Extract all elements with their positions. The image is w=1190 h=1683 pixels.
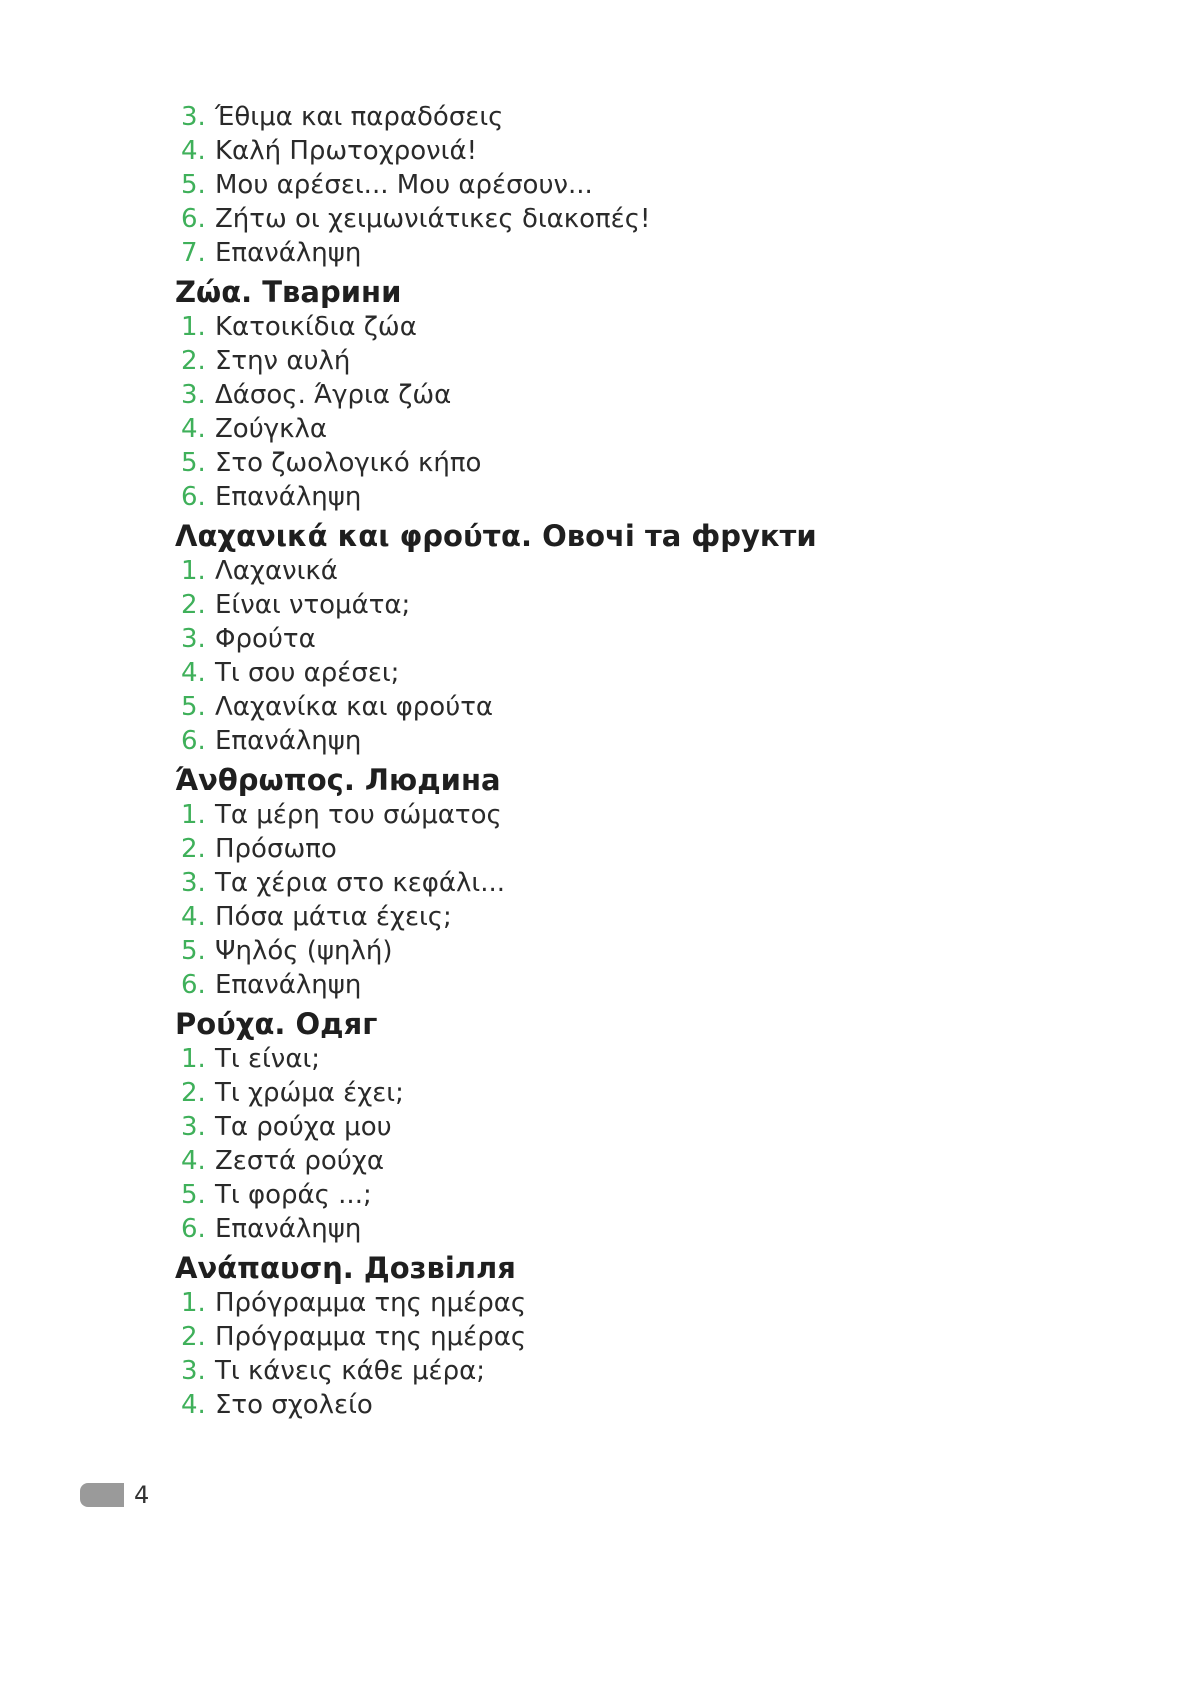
- toc-item-label: Λαχανικά: [215, 556, 338, 586]
- toc-item: [175, 866, 1075, 900]
- section-title: Ανάπαυση. Дозвілля: [175, 1251, 516, 1285]
- toc-item-number: 4.: [181, 658, 206, 688]
- toc-item: [175, 622, 1075, 656]
- toc-item-label: Μου αρέσει... Μου αρέσουν...: [215, 170, 593, 200]
- section-title: Λαχανικά και φρούτα. Овочі та фрукти: [175, 519, 817, 553]
- toc-item-number: 6.: [181, 204, 206, 234]
- toc-item-number: 3.: [181, 624, 206, 654]
- toc-item: [175, 344, 1075, 378]
- toc-item-label: Πρόγραμμα της ημέρας: [215, 1322, 527, 1352]
- toc-item-number: 5.: [181, 692, 206, 722]
- toc-item-label: Ζεστά ρούχα: [215, 1146, 385, 1176]
- toc-item-label: Τι φοράς ...;: [215, 1180, 372, 1210]
- toc-item-number: 1.: [181, 556, 206, 586]
- toc-item-number: 2.: [181, 834, 206, 864]
- toc-item: [175, 1354, 1075, 1388]
- toc-item-label: Πόσα μάτια έχεις;: [215, 902, 452, 932]
- toc-item-number: 1.: [181, 800, 206, 830]
- toc-section: [175, 762, 1075, 1002]
- toc-item-number: 1.: [181, 1044, 206, 1074]
- page-number: 4: [134, 1481, 150, 1509]
- toc-item-label: Πρόσωπο: [215, 834, 337, 864]
- toc-item-label: Τα ρούχα μου: [215, 1112, 392, 1142]
- toc-item: [175, 310, 1075, 344]
- toc-item-number: 3.: [181, 380, 206, 410]
- toc-item: [175, 1144, 1075, 1178]
- toc-item-number: 2.: [181, 1322, 206, 1352]
- toc-item: [175, 690, 1075, 724]
- toc-item: [175, 656, 1075, 690]
- section-title: Άνθρωπος. Людина: [175, 763, 501, 797]
- toc-item: [175, 378, 1075, 412]
- toc-item-number: 6.: [181, 482, 206, 512]
- toc-item-label: Στο σχολείο: [215, 1390, 373, 1420]
- toc-item-label: Είναι ντομάτα;: [215, 590, 411, 620]
- page-footer: [80, 1480, 149, 1510]
- toc-item-label: Λαχανίκα και φρούτα: [215, 692, 494, 722]
- toc-item-number: 6.: [181, 970, 206, 1000]
- toc-item-label: Τι σου αρέσει;: [215, 658, 400, 688]
- toc-item: [175, 1178, 1075, 1212]
- toc-item-label: Τι χρώμα έχει;: [215, 1078, 404, 1108]
- toc-item: [175, 1076, 1075, 1110]
- toc-item-label: Ζούγκλα: [215, 414, 327, 444]
- toc-item-number: 5.: [181, 170, 206, 200]
- toc-item: [175, 554, 1075, 588]
- toc-item-number: 3.: [181, 102, 206, 132]
- toc-item-number: 1.: [181, 312, 206, 342]
- toc-item-label: Κατοικίδια ζώα: [215, 312, 417, 342]
- toc-item-label: Επανάληψη: [215, 482, 362, 512]
- toc-item-label: Επανάληψη: [215, 1214, 362, 1244]
- toc-item: [175, 832, 1075, 866]
- toc-item: [175, 1042, 1075, 1076]
- toc-item: [175, 1320, 1075, 1354]
- toc-item-number: 4.: [181, 902, 206, 932]
- toc-item: [175, 202, 1075, 236]
- toc-item-label: Επανάληψη: [215, 726, 362, 756]
- toc-item-number: 4.: [181, 414, 206, 444]
- toc-item: [175, 480, 1075, 514]
- toc-item-number: 3.: [181, 1356, 206, 1386]
- toc-item-label: Τι είναι;: [215, 1044, 321, 1074]
- toc-item-number: 6.: [181, 726, 206, 756]
- toc-item-number: 4.: [181, 136, 206, 166]
- toc-item-number: 4.: [181, 1390, 206, 1420]
- toc-item-number: 5.: [181, 448, 206, 478]
- toc-item-label: Στο ζωολογικό κήπο: [215, 448, 482, 478]
- toc-item-label: Ψηλός (ψηλή): [215, 936, 393, 966]
- toc-item: [175, 724, 1075, 758]
- toc-item: [175, 100, 1075, 134]
- toc-item: [175, 446, 1075, 480]
- toc-item-label: Ζήτω οι χειμωνιάτικες διακοπές!: [215, 204, 651, 234]
- toc-item: [175, 134, 1075, 168]
- toc-item: [175, 1388, 1075, 1422]
- section-title: Ζώα. Тварини: [175, 275, 402, 309]
- toc-item: [175, 900, 1075, 934]
- toc-section: [175, 100, 1075, 270]
- toc-item: [175, 1212, 1075, 1246]
- section-title: Ρούχα. Одяг: [175, 1007, 378, 1041]
- toc-item: [175, 798, 1075, 832]
- toc-item: [175, 1286, 1075, 1320]
- toc-item-number: 2.: [181, 1078, 206, 1108]
- toc-item: [175, 588, 1075, 622]
- toc-item-label: Επανάληψη: [215, 970, 362, 1000]
- toc-item: [175, 236, 1075, 270]
- toc-item-number: 2.: [181, 346, 206, 376]
- toc-section: [175, 1006, 1075, 1246]
- toc-item: [175, 934, 1075, 968]
- toc-item-label: Επανάληψη: [215, 238, 362, 268]
- toc-item-number: 2.: [181, 590, 206, 620]
- toc-section: [175, 518, 1075, 758]
- toc-item-number: 4.: [181, 1146, 206, 1176]
- toc-item-label: Έθιμα και παραδόσεις: [215, 102, 504, 132]
- toc-item-label: Στην αυλή: [215, 346, 351, 376]
- toc-item-label: Φρούτα: [215, 624, 316, 654]
- page-tab-marker: [80, 1483, 124, 1507]
- toc-item: [175, 1110, 1075, 1144]
- toc-item: [175, 168, 1075, 202]
- toc-item-label: Καλή Πρωτοχρονιά!: [215, 136, 478, 166]
- toc-item: [175, 412, 1075, 446]
- toc-item-label: Τα χέρια στο κεφάλι...: [215, 868, 506, 898]
- table-of-contents: [175, 100, 1075, 1422]
- toc-item-label: Δάσος. Άγρια ζώα: [215, 380, 452, 410]
- toc-section: [175, 1250, 1075, 1422]
- toc-item-number: 1.: [181, 1288, 206, 1318]
- toc-item-number: 5.: [181, 936, 206, 966]
- toc-item-number: 7.: [181, 238, 206, 268]
- toc-section: [175, 274, 1075, 514]
- toc-item: [175, 968, 1075, 1002]
- toc-item-label: Τι κάνεις κάθε μέρα;: [215, 1356, 485, 1386]
- toc-item-number: 5.: [181, 1180, 206, 1210]
- toc-item-label: Τα μέρη του σώματος: [215, 800, 502, 830]
- toc-item-number: 3.: [181, 868, 206, 898]
- toc-item-number: 3.: [181, 1112, 206, 1142]
- toc-item-number: 6.: [181, 1214, 206, 1244]
- toc-item-label: Πρόγραμμα της ημέρας: [215, 1288, 527, 1318]
